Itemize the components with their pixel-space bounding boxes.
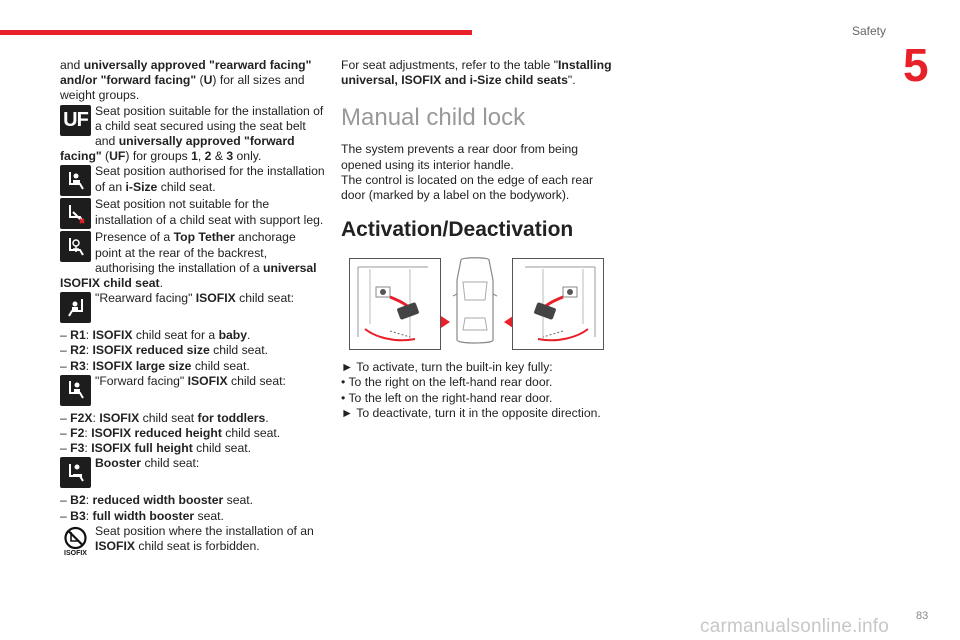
text-bold: Installing universal, ISOFIX and i-Size child seats: [341, 58, 612, 88]
text-bold: universal ISOFIX child seat: [60, 260, 317, 291]
manual-child-lock-heading: Manual child lock: [341, 104, 526, 132]
text-bold: UF: [109, 149, 126, 164]
top-tether-paragraph: [60, 230, 325, 291]
text: .: [159, 276, 163, 291]
text: Presence of a: [95, 230, 174, 245]
text-bold: 3: [226, 149, 234, 164]
text: &: [211, 149, 227, 164]
right-column: [341, 58, 616, 421]
no-support-leg-icon: [60, 198, 91, 229]
uf-icon-label: UF: [63, 108, 88, 131]
text-bold: Booster: [95, 456, 142, 471]
isize-paragraph: [60, 164, 325, 197]
text: ".: [567, 73, 576, 88]
forward-facing-seat-icon: [60, 375, 91, 406]
list-item-r1: – R1: ISOFIX child seat for a baby.: [60, 328, 251, 343]
bullet-left-door: • To the right on the left-hand rear door.: [341, 375, 553, 390]
text: Seat position authorised for the installation of an: [95, 164, 325, 194]
manual-paragraph-1: The system prevents a rear door from being opened using its interior handle.: [341, 142, 579, 172]
text: ) for all sizes and weight groups.: [60, 73, 305, 103]
text: ,: [197, 149, 205, 164]
isize-seat-icon: [60, 165, 91, 196]
text-bold: 1: [191, 149, 198, 164]
text: (: [196, 73, 204, 88]
activation-steps: [341, 360, 616, 421]
text-bold: universally approved "forward facing": [60, 134, 295, 164]
page-number: 83: [916, 610, 929, 622]
text: and: [60, 58, 84, 72]
isofix-forbidden-icon: [60, 525, 91, 556]
watermark: carmanualsonline.info: [700, 616, 890, 637]
text: Seat position where the installation of an: [95, 523, 314, 538]
booster-seat-icon: [60, 457, 91, 488]
text: child seat.: [157, 179, 216, 194]
right-door-illustration: [512, 258, 604, 350]
rearward-facing-seat-icon: [60, 292, 91, 323]
list-item-b2: – B2: reduced width booster seat.: [60, 493, 254, 508]
child-lock-figure: [344, 254, 606, 350]
intro-paragraph: [60, 58, 325, 104]
step-deactivate: ► To deactivate, turn it in the opposite direction.: [341, 405, 601, 420]
list-item-f2: – F2: ISOFIX reduced height child seat.: [60, 426, 281, 441]
isofix-forbidden-icon-label: ISOFIX: [64, 549, 87, 556]
list-item-b3: – B3: full width booster seat.: [60, 508, 224, 523]
no-support-leg-paragraph: [60, 197, 325, 230]
activation-heading: Activation/Deactivation: [341, 218, 574, 242]
text-bold: universally approved "rearward facing" and/or "forward facing": [60, 58, 312, 88]
isofix-forbidden-paragraph: [60, 524, 325, 557]
chapter-number: 5: [903, 39, 929, 91]
section-title: Safety: [852, 24, 887, 38]
bullet-right-door: • To the left on the right-hand rear door.: [341, 390, 553, 405]
left-column: [60, 58, 325, 557]
text-bold: ISOFIX: [195, 291, 236, 306]
booster-paragraph: [60, 456, 325, 489]
text-bold: Top Tether: [173, 230, 235, 245]
step-activate: ► To activate, turn the built-in key fully:: [341, 360, 553, 375]
list-item-r3: – R3: ISOFIX large size child seat.: [60, 358, 250, 373]
rearward-facing-paragraph: [60, 291, 325, 324]
top-tether-icon: [60, 231, 91, 262]
text: "Rearward facing": [95, 291, 196, 306]
header-red-bar: [0, 30, 472, 35]
uf-paragraph: [60, 104, 325, 165]
list-item-f3: – F3: ISOFIX full height child seat.: [60, 441, 252, 456]
forward-facing-paragraph: [60, 374, 325, 407]
text: ) for groups: [125, 149, 192, 164]
list-item-f2x: – F2X: ISOFIX child seat for toddlers.: [60, 410, 269, 425]
text: child seat:: [141, 456, 200, 471]
text-bold: ISOFIX: [187, 373, 228, 388]
car-top-view: [447, 254, 503, 350]
manual-paragraph-2: The control is located on the edge of each rear door (marked by a label on the bodywork).: [341, 172, 594, 203]
text: anchorage point at the rear of the backrest, authorising the installation of a: [95, 230, 296, 275]
text: Seat position not suitable for the installation of a child seat with support leg.: [95, 197, 324, 227]
text: (: [101, 149, 110, 164]
text: "Forward facing": [95, 373, 188, 388]
text: child seat:: [227, 373, 286, 388]
text-bold: ISOFIX: [95, 539, 135, 554]
uf-icon: [60, 105, 91, 136]
text: child seat is forbidden.: [134, 539, 260, 554]
text: only.: [233, 149, 262, 164]
text: For seat adjustments, refer to the table ": [341, 58, 559, 72]
text: Seat position suitable for the installation of a child seat secured using the seat belt and: [95, 103, 324, 149]
text: child seat:: [235, 291, 295, 306]
text-bold: U: [203, 73, 213, 88]
left-door-illustration: [349, 258, 441, 350]
text-bold: i-Size: [125, 179, 158, 194]
list-item-r2: – R2: ISOFIX reduced size child seat.: [60, 343, 268, 358]
reference-paragraph: [341, 58, 616, 88]
text-bold: 2: [204, 149, 212, 164]
